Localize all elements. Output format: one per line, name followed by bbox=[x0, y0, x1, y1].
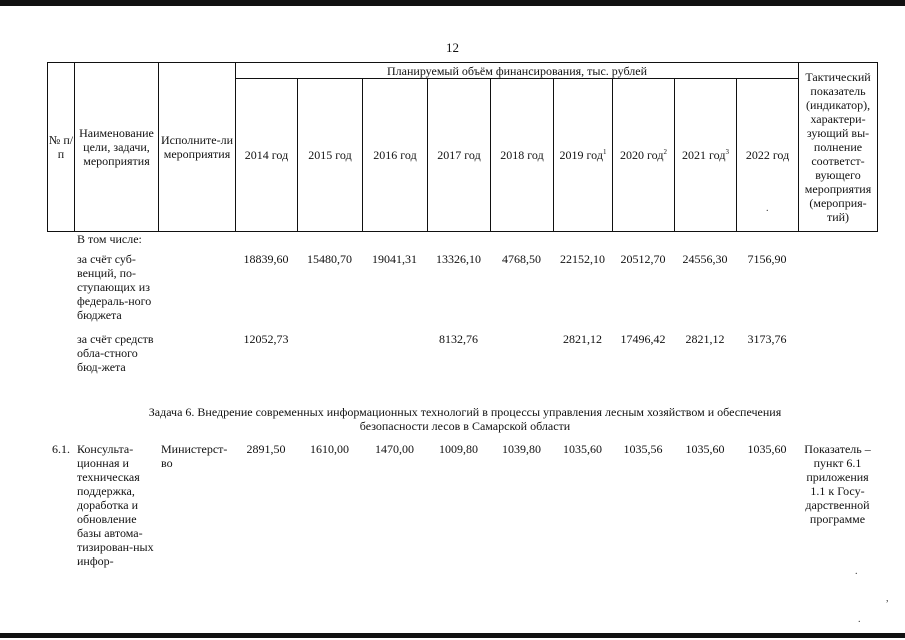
cell-value: 19041,31 bbox=[372, 252, 418, 266]
row-label: за счёт суб-венций, по-ступающих из федераль-ного бюджета bbox=[77, 252, 152, 322]
cell-value: 7156,90 bbox=[747, 252, 787, 266]
table-body bbox=[47, 232, 877, 568]
cell-value: 3173,76 bbox=[747, 332, 787, 346]
cell-value: 2821,12 bbox=[563, 332, 603, 346]
header-year: 2017 год bbox=[428, 79, 491, 232]
cell-value: 2821,12 bbox=[685, 332, 725, 346]
scan-speck: , bbox=[886, 593, 889, 604]
cell-value: 1009,80 bbox=[439, 442, 479, 456]
cell-value: 24556,30 bbox=[682, 252, 728, 266]
header-year: 2014 год bbox=[236, 79, 298, 232]
cell-value: 12052,73 bbox=[243, 332, 289, 346]
cell-value: 1035,56 bbox=[623, 442, 663, 456]
header-name: Наименование цели, задачи, мероприятия bbox=[75, 63, 159, 232]
scan-speck: . bbox=[858, 614, 861, 625]
including-label: В том числе: bbox=[77, 232, 142, 246]
cell-value: 4768,50 bbox=[502, 252, 542, 266]
table-row bbox=[47, 332, 877, 398]
cell-value: 1470,00 bbox=[375, 442, 415, 456]
header-indicator: Тактический показатель (индикатор), характери-зующий вы-полнение соответст-вующего мероприятия (мероприя-тий) bbox=[799, 63, 878, 232]
item-name: Консульта-ционная и техническая поддержка, доработка и обновление базы автома-тизирован-ных инфор- bbox=[77, 442, 154, 568]
header-executor: Исполните-ли мероприятия bbox=[159, 63, 236, 232]
table-row bbox=[47, 442, 877, 568]
scan-speck: . bbox=[766, 203, 769, 214]
table-header bbox=[47, 62, 878, 232]
cell-value: 1035,60 bbox=[747, 442, 787, 456]
row-label: за счёт средств обла-стного бюд-жета bbox=[77, 332, 154, 374]
cell-value: 8132,76 bbox=[439, 332, 479, 346]
cell-value: 1035,60 bbox=[563, 442, 603, 456]
page-number: 12 bbox=[446, 40, 459, 55]
table-row bbox=[47, 252, 877, 332]
bottom-border bbox=[0, 633, 905, 638]
task-6-heading: Задача 6. Внедрение современных информационных технологий в процессы управления лесным хозяйством и обеспечения безопасности лесов в Самарской области bbox=[148, 405, 782, 433]
cell-value: 17496,42 bbox=[620, 332, 666, 346]
cell-value: 1039,80 bbox=[502, 442, 542, 456]
header-year: 2021 год$^3$ bbox=[675, 79, 737, 232]
item-executor: Министерст-во bbox=[161, 442, 228, 470]
cell-value: 15480,70 bbox=[307, 252, 353, 266]
header-year: 2019 год$^1$ bbox=[554, 79, 613, 232]
cell-value: 13326,10 bbox=[436, 252, 482, 266]
header-year: 2020 год$^2$ bbox=[613, 79, 675, 232]
cell-value: 1610,00 bbox=[310, 442, 350, 456]
header-year: 2022 год bbox=[737, 79, 799, 232]
cell-value: 18839,60 bbox=[243, 252, 289, 266]
top-border bbox=[0, 0, 905, 6]
cell-value bbox=[362, 332, 427, 398]
header-year: 2018 год bbox=[491, 79, 554, 232]
cell-value: 2891,50 bbox=[246, 442, 286, 456]
header-funding-title: Планируемый объём финансирования, тыс. рублей bbox=[236, 63, 799, 79]
header-no: № п/п bbox=[48, 63, 75, 232]
header-year: 2016 год bbox=[363, 79, 428, 232]
item-number: 6.1. bbox=[52, 442, 70, 456]
cell-value: 22152,10 bbox=[560, 252, 606, 266]
cell-value: 1035,60 bbox=[685, 442, 725, 456]
item-indicator: Показатель – пункт 6.1 приложения 1.1 к Госу-дарственной программе bbox=[804, 442, 871, 526]
cell-value: 20512,70 bbox=[620, 252, 666, 266]
header-year: 2015 год bbox=[298, 79, 363, 232]
cell-value bbox=[297, 332, 362, 398]
cell-value bbox=[490, 332, 553, 398]
scan-speck: . bbox=[855, 566, 858, 577]
